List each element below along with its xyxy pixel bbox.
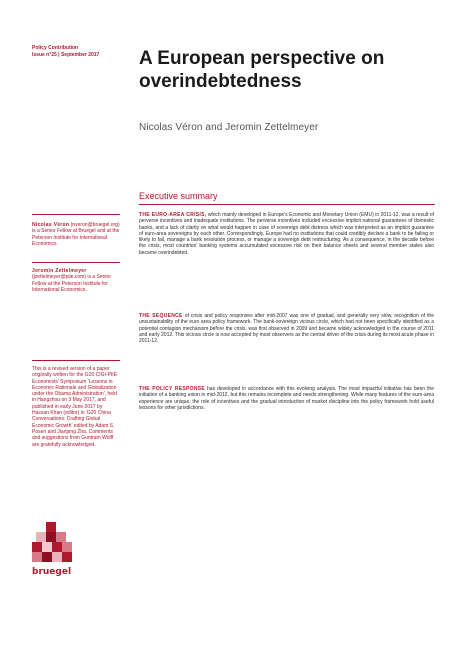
author-name: Jeromin Zettelmeyer	[32, 268, 87, 274]
paragraph-text: of crisis and policy responses after mid-2007 was one of gradual, and generally very slow, recognition of the unsustainability of the euro area policy framework. The bank-sovereign vicious circle, which had not been specifically identified as a potential contagion mechanism before the crisis, was first observed in 2009 and became widely acknowledged in the course of 2011 and early 2012. This vicious circle is now accepted by most observers as the central driver of the crisis during its most acute phase in 2011-12.	[139, 313, 434, 345]
executive-summary-heading: Executive summary	[139, 191, 218, 201]
bruegel-logo	[32, 522, 76, 582]
paragraph-lead: THE EURO-AREA CRISIS,	[139, 212, 207, 218]
summary-rule	[139, 204, 435, 205]
sidebar-rule	[32, 214, 120, 215]
summary-paragraph	[139, 313, 434, 344]
summary-paragraph	[139, 386, 434, 411]
author-bio-text: (jzettelmeyer@piie.com) is a Senior Fellow at the Peterson Institute for International Economics.	[32, 274, 111, 293]
paragraph-lead: THE POLICY RESPONSE	[139, 386, 206, 392]
author-bio	[32, 222, 120, 247]
series-name: Policy Contribution	[32, 45, 79, 51]
paragraph-text: which mainly developed in Europe's Economic and Monetary Union (EMU) in 2011-12, was a result of perverse incentives and inadequate institutions. The perverse incentives included excessive implicit national guarantees of domestic banks, and a lack of clarity on what would happen in case of sovereign debt distress which was interpreted as an implicit guarantee of euro-area sovereigns by each other. Correspondingly, Europe had no institutions that could credibly declare a bank to be failing or likely to fail, manage a bank resolution process, or manage a sovereign debt restructuring. As a consequence, in the decade before the crisis, most countries' banking systems accumulated excessive risk on their balance sheets and several member states also became overindebted.	[139, 212, 434, 256]
paper-note: This is a revised version of a paper originally written for the G20 CIGI-PIIE Economists' Symposium 'Lessons in Economic Rationale and Globalization under the Obama Administration', held in Hangzhou on 3 May 2017, and published in early June 2017 by Hassan Khan (editor) in 'G20 China Conversations: Crafting Global Economic Growth' edited by Adam S. Posen and Jianping Zha. Comments and suggestions from Guntram Wolff are gratefully acknowledged.	[32, 366, 118, 448]
paragraph-text: has developed in accordance with this evolving analysis. The most impactful initiative has been the initiation of a banking union in mid-2012, but this remains incomplete and needs strengthening. While many features of the euro-area experience are unique, the role of incentives and the gradual introduction of market discipline into the policy framework hold useful lessons for other jurisdictions.	[139, 386, 434, 411]
series-label	[32, 45, 118, 58]
author-bio	[32, 268, 120, 293]
authors-byline: Nicolas Véron and Jeromin Zettelmeyer	[139, 122, 319, 133]
paragraph-lead: THE SEQUENCE	[139, 313, 183, 319]
issue-info: Issue n°25 | September 2017	[32, 51, 100, 58]
summary-paragraph	[139, 212, 434, 256]
logo-mark-icon	[32, 522, 76, 566]
sidebar-rule	[32, 360, 120, 361]
logo-wordmark: bruegel	[32, 567, 72, 577]
sidebar-rule	[32, 262, 120, 263]
author-name: Nicolas Véron	[32, 222, 70, 228]
page-title: A European perspective on overindebtedness	[139, 48, 385, 92]
author-bio-text: (nveron@bruegel.org) is a Senior Fellow at Bruegel and at the Peterson Institute for International Economics.	[32, 222, 120, 247]
